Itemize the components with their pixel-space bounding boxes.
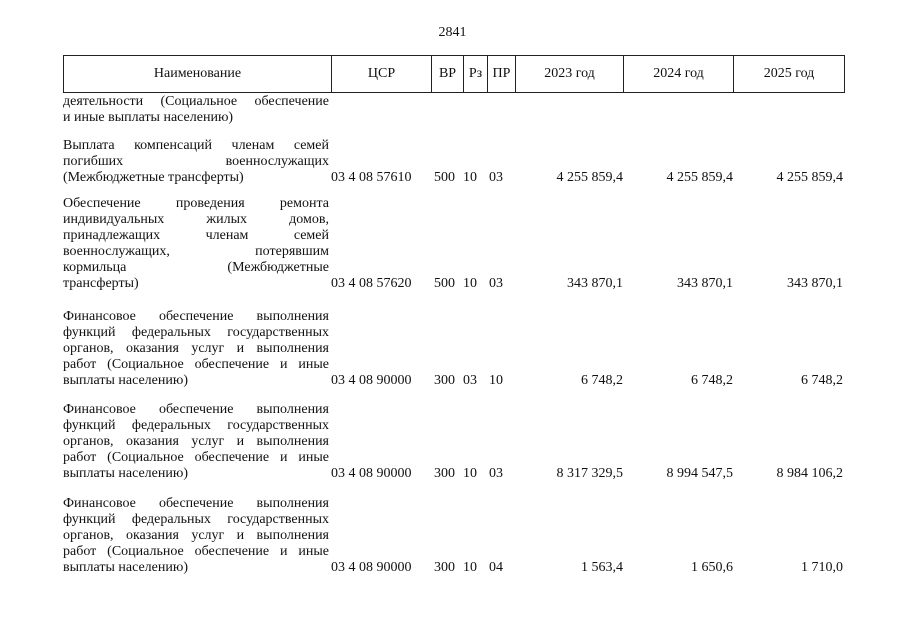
row-value-2023: 343 870,1 — [567, 276, 623, 291]
table-row — [63, 309, 845, 389]
row-csr: 03 4 08 90000 — [331, 466, 412, 481]
row-pr: 04 — [489, 560, 503, 575]
row-name-line: функций федеральных государственных — [63, 325, 329, 340]
row-csr: 03 4 08 90000 — [331, 560, 412, 575]
row-name-line: работ (Социальное обеспечение и иные — [63, 357, 329, 372]
row-vr: 300 — [434, 466, 455, 481]
row-name-line: Финансовое обеспечение выполнения — [63, 402, 329, 417]
row-name-line: кормильца (Межбюджетные — [63, 260, 329, 275]
row-name-line: выплаты населению) — [63, 466, 188, 481]
row-value-2025: 6 748,2 — [801, 373, 843, 388]
row-name — [63, 196, 329, 292]
row-pr: 03 — [489, 466, 503, 481]
row-rz: 10 — [463, 466, 477, 481]
table-header — [63, 55, 845, 93]
header-vr: ВР — [432, 56, 464, 92]
row-pr: 03 — [489, 276, 503, 291]
row-rz: 10 — [463, 170, 477, 185]
header-2023: 2023 год — [516, 56, 624, 92]
row-name-line: военнослужащих, потерявшим — [63, 244, 329, 259]
row-vr: 500 — [434, 276, 455, 291]
row-name-line: деятельности (Социальное обеспечение — [63, 94, 329, 109]
row-name-line: трансферты) — [63, 276, 139, 291]
row-name — [63, 496, 329, 576]
row-value-2023 — [515, 110, 623, 126]
row-vr: 300 — [434, 373, 455, 388]
row-name — [63, 138, 329, 186]
row-name-line: (Межбюджетные трансферты) — [63, 170, 244, 185]
row-value-2024 — [623, 110, 733, 126]
row-name-line: Финансовое обеспечение выполнения — [63, 496, 329, 511]
row-name-line: Финансовое обеспечение выполнения — [63, 309, 329, 324]
row-name-line: функций федеральных государственных — [63, 418, 329, 433]
row-rz: 03 — [463, 373, 477, 388]
row-name-line: принадлежащих членам семей — [63, 228, 329, 243]
header-pr: ПР — [488, 56, 516, 92]
page-number: 2841 — [438, 25, 467, 40]
row-name — [63, 402, 329, 482]
table-row — [63, 138, 845, 186]
table-row — [63, 496, 845, 576]
header-2024: 2024 год — [624, 56, 734, 92]
row-name-line: погибших военнослужащих — [63, 154, 329, 169]
row-value-2024: 1 650,6 — [691, 560, 733, 575]
row-name-line: органов, оказания услуг и выполнения — [63, 341, 329, 356]
row-pr: 10 — [489, 373, 503, 388]
row-name-line: Выплата компенсаций членам семей — [63, 138, 329, 153]
row-vr: 500 — [434, 170, 455, 185]
row-value-2025: 8 984 106,2 — [776, 466, 843, 481]
row-value-2023: 6 748,2 — [581, 373, 623, 388]
table-row — [63, 94, 845, 126]
row-value-2024: 6 748,2 — [691, 373, 733, 388]
row-rz: 10 — [463, 560, 477, 575]
row-rz — [463, 110, 483, 126]
row-pr: 03 — [489, 170, 503, 185]
row-name-line: выплаты населению) — [63, 373, 188, 388]
row-value-2024: 8 994 547,5 — [666, 466, 733, 481]
row-name-line: органов, оказания услуг и выполнения — [63, 528, 329, 543]
table-row — [63, 196, 845, 292]
row-value-2024: 4 255 859,4 — [666, 170, 733, 185]
row-name-line: функций федеральных государственных — [63, 512, 329, 527]
row-csr — [331, 110, 423, 126]
header-rz: Рз — [464, 56, 488, 92]
row-csr: 03 4 08 90000 — [331, 373, 412, 388]
row-vr — [434, 110, 460, 126]
row-name-line: Обеспечение проведения ремонта — [63, 196, 329, 211]
row-value-2023: 1 563,4 — [581, 560, 623, 575]
header-name: Наименование — [64, 56, 332, 92]
header-csr: ЦСР — [332, 56, 432, 92]
header-2025: 2025 год — [763, 66, 815, 81]
row-name-line: выплаты населению) — [63, 560, 188, 575]
row-value-2023: 8 317 329,5 — [556, 466, 623, 481]
row-pr — [489, 110, 511, 126]
row-value-2024: 343 870,1 — [677, 276, 733, 291]
row-name-line: работ (Социальное обеспечение и иные — [63, 450, 329, 465]
row-name-line: индивидуальных жилых домов, — [63, 212, 329, 227]
row-vr: 300 — [434, 560, 455, 575]
row-value-2023: 4 255 859,4 — [556, 170, 623, 185]
row-name-line: и иные выплаты населению) — [63, 110, 234, 125]
row-value-2025: 1 710,0 — [801, 560, 843, 575]
row-value-2025 — [733, 110, 843, 126]
row-name-line: органов, оказания услуг и выполнения — [63, 434, 329, 449]
row-csr: 03 4 08 57610 — [331, 170, 412, 185]
row-csr: 03 4 08 57620 — [331, 276, 412, 291]
row-rz: 10 — [463, 276, 477, 291]
table-row — [63, 402, 845, 482]
row-value-2025: 343 870,1 — [787, 276, 843, 291]
row-name — [63, 309, 329, 389]
row-name-line: работ (Социальное обеспечение и иные — [63, 544, 329, 559]
row-value-2025: 4 255 859,4 — [776, 170, 843, 185]
row-name — [63, 94, 329, 126]
